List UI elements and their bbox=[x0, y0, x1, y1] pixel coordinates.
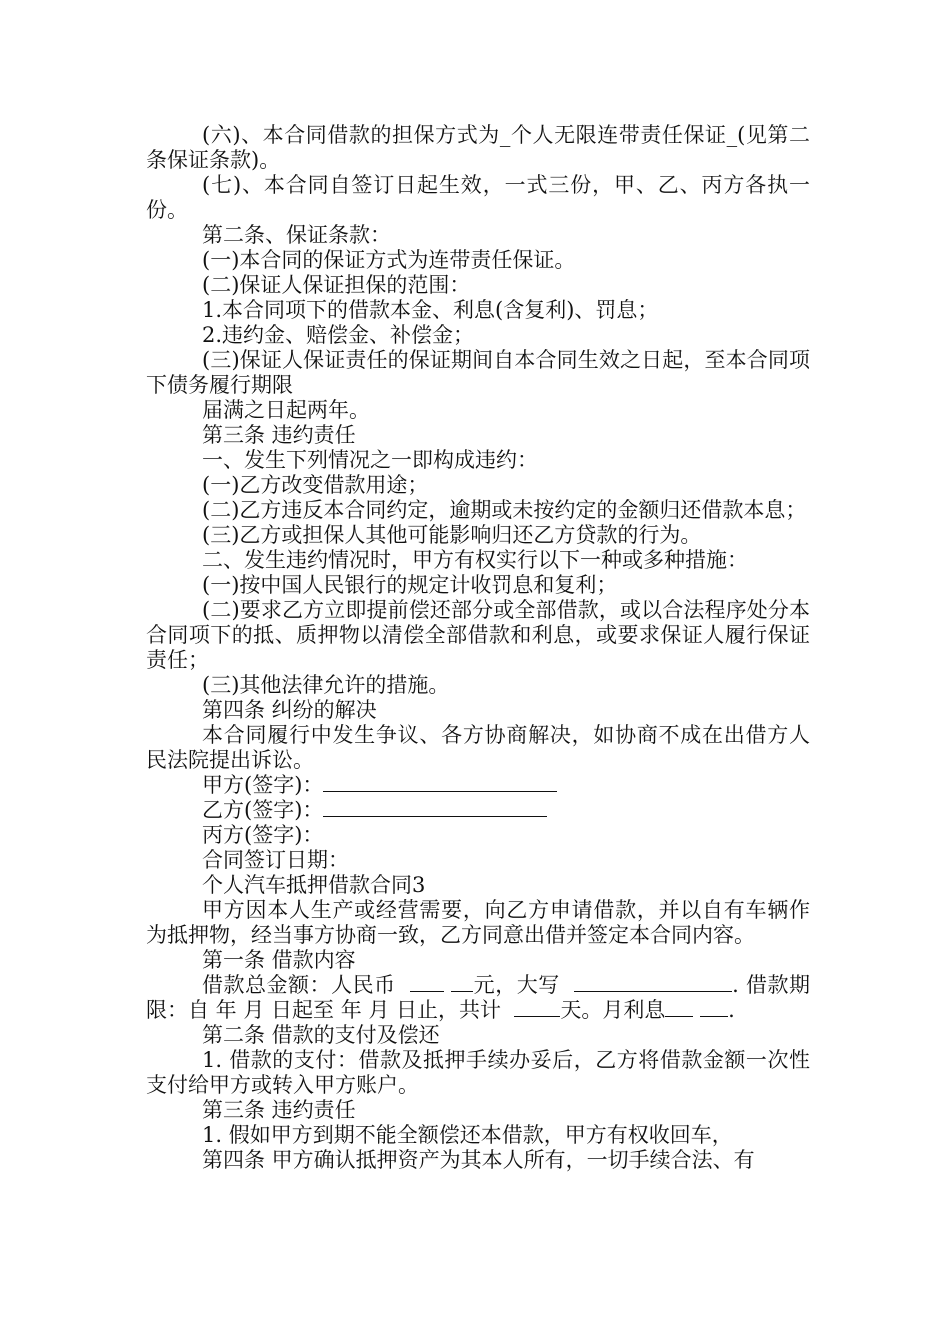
contract-title: 个人汽车抵押借款合同3 bbox=[202, 873, 426, 897]
paragraph: (一)本合同的保证方式为连带责任保证。 bbox=[202, 248, 576, 272]
amount-words-blank bbox=[574, 973, 732, 992]
signature-line-party-b bbox=[146, 798, 810, 823]
paragraph: 第四条 甲方确认抵押资产为其本人所有，一切手续合法、有 bbox=[202, 1148, 755, 1172]
loan-days-label: 天。月利息 bbox=[560, 998, 666, 1022]
amount-blank bbox=[451, 973, 473, 992]
paragraph: 一、发生下列情况之一即构成违约： bbox=[202, 448, 538, 472]
paragraph: 1. 假如甲方到期不能全额偿还本借款，甲方有权收回车， bbox=[202, 1123, 733, 1147]
signature-blank bbox=[323, 798, 547, 817]
section-heading: 第一条 借款内容 bbox=[202, 948, 356, 972]
paragraph: 届满之日起两年。 bbox=[202, 398, 370, 422]
loan-unit-label: 元，大写 bbox=[473, 973, 560, 997]
section-heading: 第二条 借款的支付及偿还 bbox=[202, 1023, 440, 1047]
signature-label: 丙方(签字)： bbox=[202, 823, 324, 847]
loan-content bbox=[146, 973, 810, 1023]
amount-blank bbox=[410, 973, 444, 992]
paragraph: 本合同履行中发生争议、各方协商解决，如协商不成在出借方人民法院提出诉讼。 bbox=[146, 723, 810, 772]
interest-blank bbox=[700, 998, 728, 1017]
section-heading: 第二条、保证条款： bbox=[202, 223, 391, 247]
signature-label: 乙方(签字)： bbox=[202, 798, 324, 822]
list-item: (二)要求乙方立即提前偿还部分或全部借款，或以合法程序处分本合同项下的抵、质押物以清偿全部借款和利息，或要求保证人履行保证责任； bbox=[146, 598, 810, 672]
paragraph: 甲方因本人生产或经营需要，向乙方申请借款，并以自有车辆作为抵押物，经当事方协商一致，乙方同意出借并签定本合同内容。 bbox=[146, 898, 810, 947]
loan-end: . bbox=[728, 998, 735, 1022]
interest-blank bbox=[665, 998, 693, 1017]
paragraph: (三)保证人保证责任的保证期间自本合同生效之日起，至本合同项下债务履行期限 bbox=[146, 348, 810, 397]
paragraph: (二)保证人保证担保的范围： bbox=[202, 273, 471, 297]
section-heading: 第三条 违约责任 bbox=[202, 423, 356, 447]
list-item: (一)按中国人民银行的规定计收罚息和复利； bbox=[202, 573, 618, 597]
list-item: 2.违约金、赔偿金、补偿金； bbox=[202, 323, 475, 347]
loan-total-label: 借款总金额：人民币 bbox=[202, 973, 396, 997]
list-item: (二)乙方违反本合同约定，逾期或未按约定的金额归还借款本息； bbox=[202, 498, 807, 522]
list-item: (一)乙方改变借款用途； bbox=[202, 473, 429, 497]
paragraph: 二、发生违约情况时，甲方有权实行以下一种或多种措施： bbox=[202, 548, 748, 572]
loan-period-label: . 借款期限：自 年 月 日起至 年 月 日止，共计 bbox=[146, 973, 810, 1022]
list-item: (三)乙方或担保人其他可能影响归还乙方贷款的行为。 bbox=[202, 523, 702, 547]
days-blank bbox=[514, 998, 560, 1017]
signature-line-party-a bbox=[146, 773, 810, 798]
signature-line-party-c bbox=[146, 823, 810, 848]
signature-label: 甲方(签字)： bbox=[202, 773, 324, 797]
paragraph: 1. 借款的支付：借款及抵押手续办妥后，乙方将借款金额一次性支付给甲方或转入甲方账户。 bbox=[146, 1048, 810, 1097]
section-heading: 第四条 纠纷的解决 bbox=[202, 698, 377, 722]
list-item: (三)其他法律允许的措施。 bbox=[202, 673, 450, 697]
list-item: 1.本合同项下的借款本金、利息(含复利)、罚息； bbox=[202, 298, 659, 322]
paragraph: (六)、本合同借款的担保方式为_个人无限连带责任保证_(见第二条保证条款)。 bbox=[146, 123, 810, 172]
signature-blank bbox=[323, 773, 557, 792]
signing-date: 合同签订日期： bbox=[202, 848, 349, 872]
contract-text bbox=[146, 123, 810, 1173]
paragraph: (七)、本合同自签订日起生效，一式三份，甲、乙、丙方各执一份。 bbox=[146, 173, 810, 222]
section-heading: 第三条 违约责任 bbox=[202, 1098, 356, 1122]
